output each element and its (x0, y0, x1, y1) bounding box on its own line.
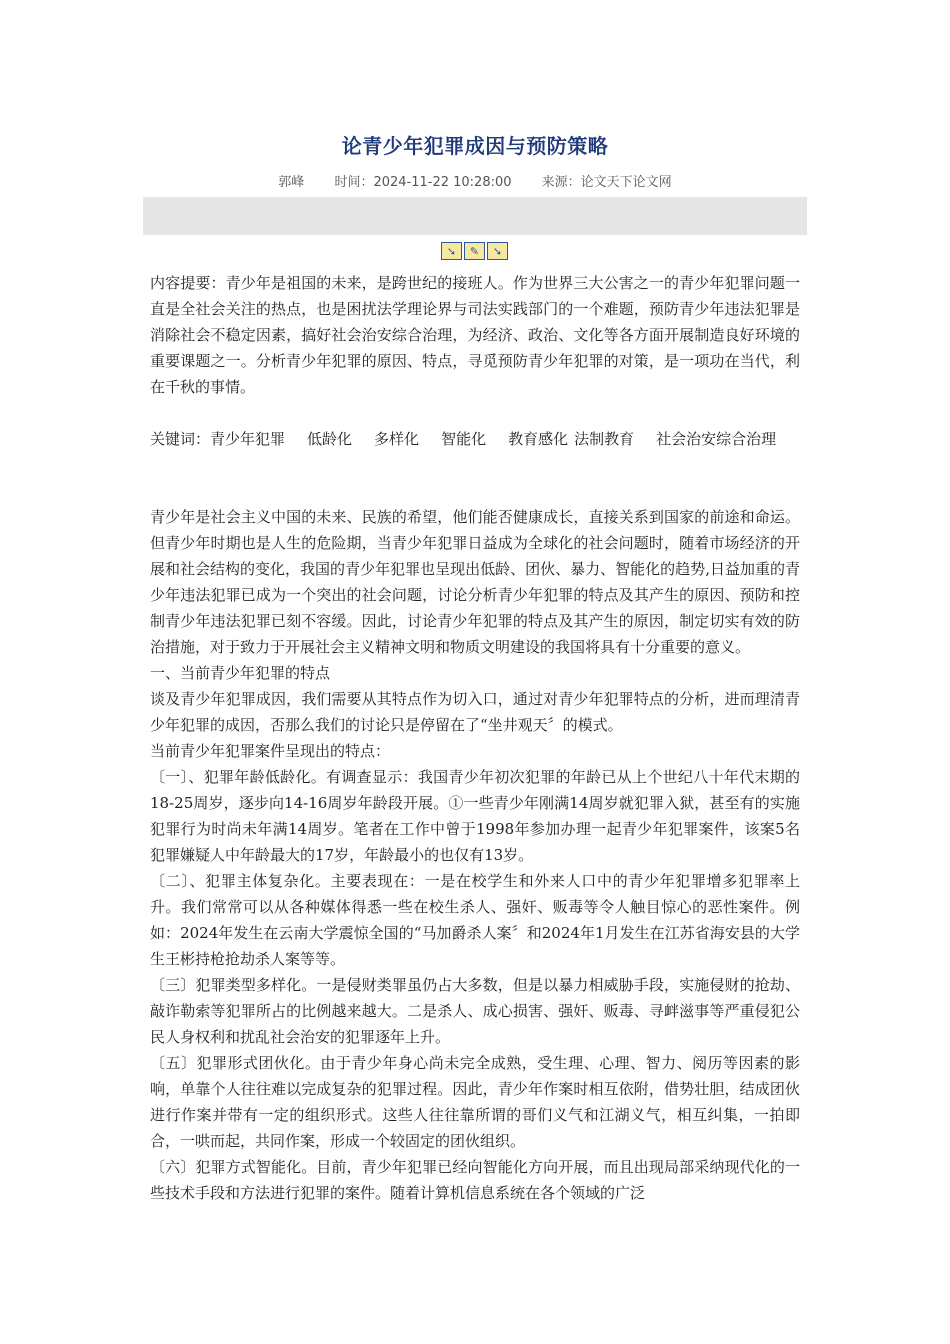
keyword: 教育感化 (508, 430, 569, 448)
body-paragraph: 当前青少年犯罪案件呈现出的特点： (150, 742, 391, 760)
print-icon[interactable]: ✎ (464, 242, 485, 260)
article-author: 郭峰 (278, 175, 305, 190)
keyword: 智能化 (441, 430, 487, 448)
body-paragraph: 青少年是社会主义中国的未来、民族的希望，他们能否健康成长，直接关系到国家的前途和命运。但青少年时期也是人生的危险期，当青少年犯罪日益成为全球化的社会问题时，随着市场经济的开展和社会结构的变化，我国的青少年犯罪也呈现出低龄、团伙、暴力、智能化的趋势,日益加重的青少年违法犯罪已成为一个突出的社会问题，讨论分析青少年犯罪的特点及其产生的原因、预防和控制青少年违法犯罪已刻不容缓。因此，讨论青少年犯罪的特点及其产生的原因，制定切实有效的防治措施，对于致力于开展社会主义精神文明和物质文明建设的我国将具有十分重要的意义。 (150, 508, 800, 656)
keyword: 青少年犯罪 (210, 430, 286, 448)
spacer (150, 478, 800, 504)
article-toolbar (441, 242, 508, 260)
article-meta (0, 171, 950, 190)
spacer (150, 400, 800, 426)
spacer (150, 452, 800, 478)
body-paragraph: 〔二〕、犯罪主体复杂化。主要表现在：一是在校学生和外来人口中的青少年犯罪增多犯罪率上升。我们常常可以从各种媒体得悉一些在校生杀人、强奸、贩毒等令人触目惊心的恶性案件。例如：2024年发生在云南大学震惊全国的“马加爵杀人案〞和2024年1月发生在江苏省海安县的大学生王彬持枪抢劫杀人案等等。 (150, 872, 800, 968)
article-title: 论青少年犯罪成因与预防策略 (341, 134, 609, 158)
keyword: 多样化 (374, 430, 420, 448)
section-heading: 一、当前青少年犯罪的特点 (150, 664, 331, 682)
body-paragraph: 〔一〕、犯罪年龄低龄化。有调查显示：我国青少年初次犯罪的年龄已从上个世纪八十年代末期的18-25周岁，逐步向14-16周岁年龄段开展。①一些青少年刚满14周岁就犯罪入狱，甚至有的实施犯罪行为时尚未年满14周岁。笔者在工作中曾于1998年参加办理一起青少年犯罪案件，该案5名犯罪嫌疑人中年龄最大的17岁，年龄最小的也仅有13岁。 (150, 768, 800, 864)
keyword: 社会治安综合治理 (656, 430, 777, 448)
abstract: 内容提要：青少年是祖国的未来，是跨世纪的接班人。作为世界三大公害之一的青少年犯罪问题一直是全社会关注的热点，也是困扰法学理论界与司法实践部门的一个难题，预防青少年违法犯罪是消除社会不稳定因素，搞好社会治安综合治理，为经济、政治、文化等各方面开展制造良好环境的重要课题之一。分析青少年犯罪的原因、特点，寻觅预防青少年犯罪的对策，是一项功在当代，利在千秋的事情。 (150, 274, 800, 396)
keyword: 低龄化 (307, 430, 353, 448)
body-paragraph: 〔三〕犯罪类型多样化。一是侵财类罪虽仍占大多数，但是以暴力相威胁手段，实施侵财的抢劫、敲诈勒索等犯罪所占的比例越来越大。二是杀人、成心损害、强奸、贩毒、寻衅滋事等严重侵犯公民人身权利和扰乱社会治安的犯罪逐年上升。 (150, 976, 800, 1046)
article-time: 时间：2024-11-22 10:28:00 (334, 175, 512, 190)
keywords (150, 426, 800, 452)
banner-placeholder (143, 197, 807, 235)
prev-icon[interactable]: ➘ (441, 242, 462, 260)
article-body (150, 270, 800, 1206)
body-paragraph: 谈及青少年犯罪成因，我们需要从其特点作为切入口，通过对青少年犯罪特点的分析，进而理清青少年犯罪的成因，否那么我们的讨论只是停留在了“坐井观天〞的模式。 (150, 690, 800, 734)
body-paragraph: 〔五〕犯罪形式团伙化。由于青少年身心尚未完全成熟，受生理、心理、智力、阅历等因素的影响，单靠个人往往难以完成复杂的犯罪过程。因此，青少年作案时相互依附，借势壮胆，结成团伙进行作案并带有一定的组织形式。这些人往往靠所谓的哥们义气和江湖义气，相互纠集，一拍即合，一哄而起，共同作案，形成一个较固定的团伙组织。 (150, 1054, 800, 1150)
article-source: 来源：论文天下论文网 (541, 175, 672, 190)
keyword: 法制教育 (574, 430, 635, 448)
next-icon[interactable]: ➘ (487, 242, 508, 260)
keywords-label: 关键词： (150, 430, 211, 448)
body-paragraph: 〔六〕犯罪方式智能化。目前，青少年犯罪已经向智能化方向开展，而且出现局部采纳现代化的一些技术手段和方法进行犯罪的案件。随着计算机信息系统在各个领域的广泛 (150, 1158, 800, 1202)
